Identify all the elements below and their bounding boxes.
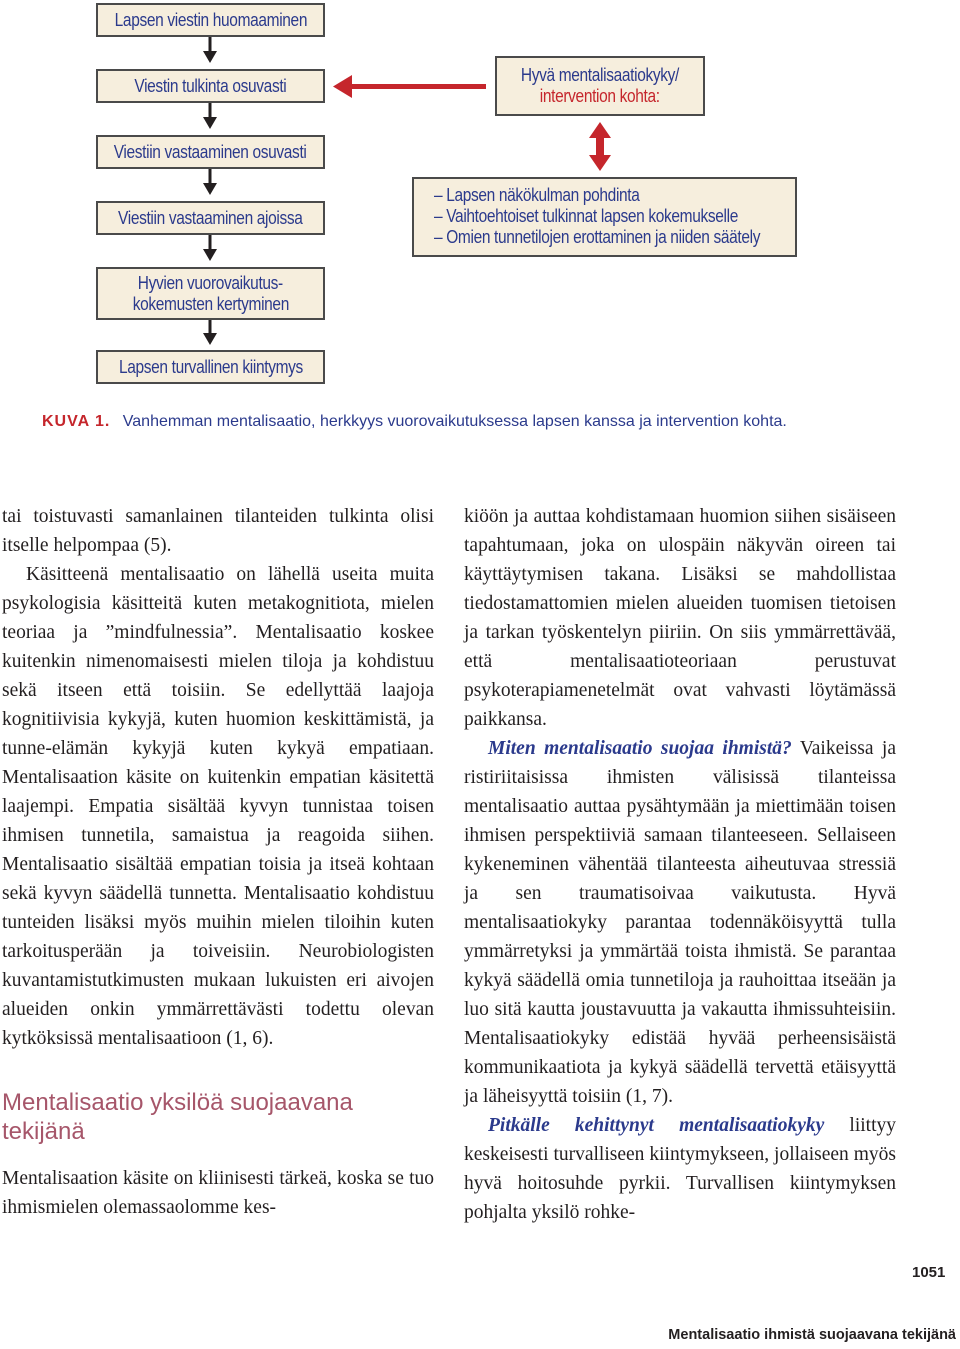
running-footer: Mentalisaatio ihmistä suojaavana tekijänä — [668, 1327, 956, 1343]
left-arrow — [333, 75, 486, 98]
down-arrows — [203, 37, 217, 345]
down-arrow-2 — [203, 103, 217, 129]
flow-box-4-text: Viestiin vastaaminen ajoissa — [118, 207, 303, 228]
caption-text: Vanhemman mentalisaatio, herkkyys vuorovaikutuksessa lapsen kanssa ja intervention kohta. — [122, 413, 787, 430]
flow-box-2-text: Viestin tulkinta osuvasti — [134, 75, 287, 96]
figure-arrows — [0, 0, 960, 400]
down-arrow-4 — [203, 235, 217, 261]
right-paragraph-2 — [464, 734, 896, 1111]
flow-box-1-text: Lapsen viestin huomaaminen — [114, 9, 307, 30]
right-paragraph-3-body: liittyy keskeisesti turvalliseen kiintymykseen, jollaiseen myös hyvä hoitosuhde pyrkii. Turvallisen kiintymyksen pohjalta yksilö rohke- — [464, 1115, 897, 1223]
caption-label: KUVA 1. — [42, 413, 111, 430]
intervention-box-line2: intervention kohta: — [540, 86, 660, 106]
flow-box-5-line2: kokemusten kertyminen — [132, 293, 289, 314]
right-paragraph-3 — [464, 1111, 896, 1227]
down-arrow-5 — [203, 320, 217, 345]
left-paragraph-3: Mentalisaation käsite on kliinisesti tärkeä, koska se tuo ihmismielen olemassaolomme kes- — [2, 1168, 434, 1218]
flow-box-5-line1: Hyvien vuorovaikutus- — [137, 272, 284, 293]
intervention-box-line1: Hyvä mentalisaatiokyky/ — [520, 65, 680, 85]
left-column — [2, 502, 434, 1222]
right-paragraph-3-lead: Pitkälle kehittynyt mentalisaatiokyky — [488, 1115, 825, 1136]
down-arrow-1 — [203, 37, 217, 63]
intervention-item-1: – Lapsen näkökulman pohdinta — [434, 185, 640, 205]
left-paragraph-2: Käsitteenä mentalisaatio on lähellä useita muita psykologisia käsitteitä kuten metakognitiota, mielen teoriaa ja ”mindfulnessia”. Mentalisaatio koskee kuitenkin nimenomaisesti mielen tiloja ja kohdistuu sekä itseen että toisiin. Se edellyttää laajoja kognitiivisia kykyjä, kuten huomion keskittämistä, ja tunne-elämän kykyjä kuten kykyä empatiaan. Mentalisaation käsite on kuitenkin empatian käsitettä laajempi. Empatia sisältää kyvyn tunnistaa toisen ihmisen tunnetila, samaistua ja reagoida siihen. Mentalisaatio sisältää empatian toisia ja itseä kohtaan sekä kyvyn säädellä tunnetta. Mentalisaatio kohdistuu tunteiden lisäksi myös muihin mielen tiloihin kuten tarkoitusperään ja toiveisiin. Neurobiologisten kuvantamistutkimusten mukaan lukuisten eri aivojen alueiden onkin ymmärrettävästi todettu olevan kytköksissä mentalisaatioon (1, 6). — [2, 564, 434, 1049]
right-paragraph-2-lead: Miten mentalisaatio suojaa ihmistä? — [488, 738, 792, 759]
left-paragraph-1: tai toistuvasti samanlainen tilanteiden tulkinta olisi itselle helpompaa (5). — [2, 506, 434, 556]
right-paragraph-1: kiöön ja auttaa kohdistamaan huomion siihen sisäiseen tapahtumaan, joka on ulospäin näkyvän oireen tai käyttäytymisen takana. Lisäksi se mahdollistaa tiedostamattomien mielen alueiden tuomisen tietoisen ja tarkan työskentelyn piiriin. On siis ymmärrettävää, että mentalisaatioteoriaan perustuvat psykoterapiamenetelmät ovat vahvasti löytämässä paikkansa. — [464, 506, 896, 730]
page-number: 1051 — [912, 1264, 946, 1281]
section-heading: Mentalisaatio yksilöä suojaavana tekijänä — [2, 1089, 353, 1145]
intervention-item-3: – Omien tunnetilojen erottaminen ja niiden säätely — [434, 227, 761, 247]
double-arrow — [589, 122, 611, 171]
intervention-item-2: – Vaihtoehtoiset tulkinnat lapsen kokemukselle — [434, 206, 739, 226]
flow-box-6-text: Lapsen turvallinen kiintymys — [118, 356, 303, 377]
figure-caption — [42, 413, 787, 431]
right-paragraph-2-body: Vaikeissa ja ristiriitaisissa ihmisten välisissä tilanteissa mentalisaatio auttaa pysähtymään ja miettimään toisen ihmisen perspektiiviä samaan tilanteeseen. Sellaiseen kykeneminen vähentää tilanteesta aiheutuvaa stressiä ja sen traumatisoivaa vaikutusta. Hyvä mentalisaatiokyky parantaa todennäköisyyttä tulla ymmärretyksi ja ymmärtää toista ihmistä. Se parantaa kykyä säädellä omia tunnetiloja ja rauhoittaa itseään ja luo sitä kautta joustavuutta ja vakautta ihmissuhteisiin. Mentalisaatiokyky edistää hyvää perheensisäistä kommunikaatiota ja kykyä säädellä tervettä etäisyyttä ja läheisyyttä toisiin (1, 7). — [464, 738, 896, 1107]
flow-box-3-text: Viestiin vastaaminen osuvasti — [114, 141, 307, 162]
right-column — [464, 502, 896, 1227]
down-arrow-3 — [203, 169, 217, 195]
